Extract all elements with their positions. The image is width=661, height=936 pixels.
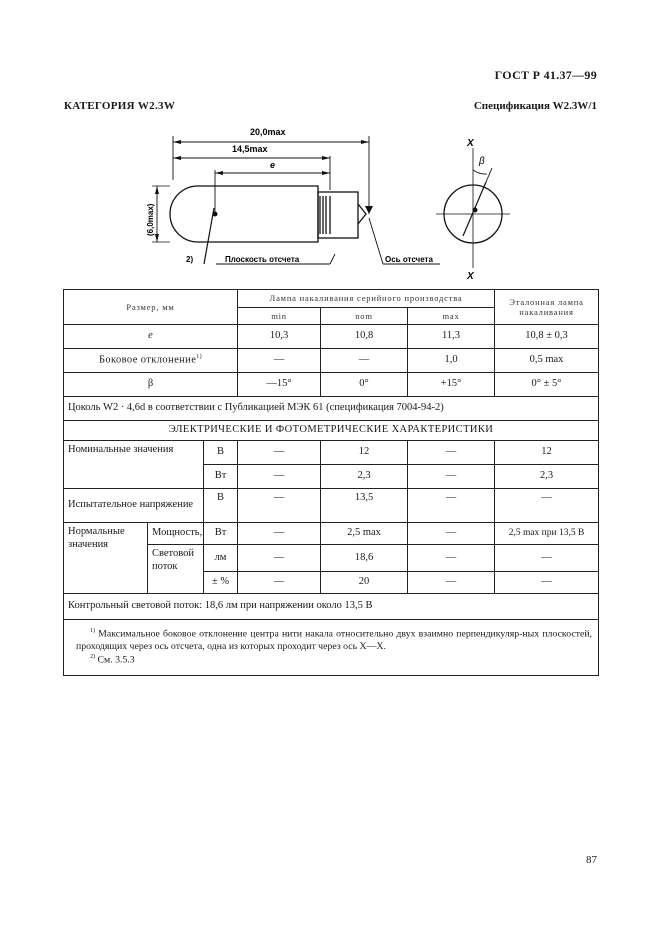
beta-label: β — [479, 156, 485, 167]
serial-header: Лампа накаливания серийного производства — [238, 290, 495, 308]
cell: — — [238, 441, 321, 465]
footnote-mark: 1) — [90, 628, 95, 634]
cell: +15° — [408, 373, 495, 397]
cell: 10,8 ± 0,3 — [495, 325, 599, 349]
base-note: Цоколь W2 · 4,6d в соответствии с Публикацией МЭК 61 (спецификация 7004-94-2) — [64, 397, 599, 421]
cell: — — [408, 489, 495, 523]
cell: 0° ± 5° — [495, 373, 599, 397]
cell: — — [238, 489, 321, 523]
cell: — — [238, 545, 321, 572]
cell: — — [408, 523, 495, 545]
unit-cell: Вт — [204, 465, 238, 489]
cell: 20 — [321, 572, 408, 594]
dim-diameter: (6,0max) — [146, 203, 155, 236]
nom-header: nom — [321, 308, 408, 325]
cell: 10,3 — [238, 325, 321, 349]
cell: — — [238, 523, 321, 545]
table-row — [64, 523, 599, 545]
cell: 12 — [321, 441, 408, 465]
x-bottom-label: X — [467, 271, 474, 282]
note-2: 2) — [186, 255, 194, 264]
cell: — — [495, 572, 599, 594]
cell: — — [495, 545, 599, 572]
max-header: max — [408, 308, 495, 325]
test-label: Испытательное напряжение — [64, 489, 204, 523]
lateral-label: Боковое отклонение — [98, 354, 197, 366]
cell: 10,8 — [321, 325, 408, 349]
dim-e: e — [270, 160, 276, 170]
footnote-2 — [76, 654, 592, 667]
footnote-ref: 1) — [196, 353, 203, 360]
cell: 0,5 max — [495, 349, 599, 373]
cell: 0° — [321, 373, 408, 397]
cell: — — [408, 545, 495, 572]
footnotes — [64, 620, 599, 676]
cell: — — [408, 572, 495, 594]
cell: — — [238, 349, 321, 373]
ref-header: Эталонная лампа накаливания — [495, 290, 599, 325]
table-row — [64, 373, 599, 397]
cell: — — [238, 465, 321, 489]
cell: — — [495, 489, 599, 523]
flux-label: Световой поток — [148, 545, 204, 594]
cell: — — [321, 349, 408, 373]
cell: 2,5 max при 13,5 В — [495, 523, 599, 545]
dim-total: 20,0max — [250, 127, 286, 137]
section-title: ЭЛЕКТРИЧЕСКИЕ И ФОТОМЕТРИЧЕСКИЕ ХАРАКТЕРИСТИКИ — [64, 421, 599, 441]
row-label: β — [64, 373, 238, 397]
unit-cell: ± % — [204, 572, 238, 594]
spec-table — [63, 289, 599, 676]
unit-cell: В — [204, 489, 238, 523]
cell: 13,5 — [321, 489, 408, 523]
plane-label: Плоскость отсчета — [225, 255, 300, 264]
footnote-text: См. 3.5.3 — [97, 654, 135, 665]
cell: 2,5 max — [321, 523, 408, 545]
footnote-1 — [76, 628, 592, 654]
unit-cell: лм — [204, 545, 238, 572]
cell: 12 — [495, 441, 599, 465]
standard-code: ГОСТ Р 41.37—99 — [494, 68, 597, 82]
spec-title: Спецификация W2.3W/1 — [473, 100, 597, 112]
cell: —15° — [238, 373, 321, 397]
footnote-text: Максимальное боковое отклонение центра нити накала относительно двух взаимно перпендикуляр-ных плоскостей, проходящих через ось отсчета, одна из которых проходит через ось X—X. — [76, 628, 593, 652]
table-row — [64, 325, 599, 349]
page-number: 87 — [586, 854, 597, 866]
cell: 1,0 — [408, 349, 495, 373]
dim-body: 14,5max — [232, 144, 268, 154]
cell: — — [238, 572, 321, 594]
control-flux: Контрольный световой поток: 18,6 лм при напряжении около 13,5 В — [64, 594, 599, 620]
cell: 2,3 — [495, 465, 599, 489]
cell: 2,3 — [321, 465, 408, 489]
x-top-label: X — [467, 138, 474, 149]
cell: 18,6 — [321, 545, 408, 572]
normal-label: Нормальные значения — [64, 523, 148, 594]
power-label: Мощность, — [148, 523, 204, 545]
nominal-label: Номинальные значения — [64, 441, 204, 489]
axis-label: Ось отсчета — [385, 255, 433, 264]
table-row — [64, 441, 599, 465]
cell: 11,3 — [408, 325, 495, 349]
category-title: КАТЕГОРИЯ W2.3W — [64, 100, 176, 112]
unit-cell: Вт — [204, 523, 238, 545]
table-row — [64, 349, 599, 373]
cell: — — [408, 465, 495, 489]
row-label — [64, 349, 238, 373]
row-label: e — [64, 325, 238, 349]
size-header: Размер, мм — [64, 290, 238, 325]
unit-cell: В — [204, 441, 238, 465]
table-row — [64, 489, 599, 523]
min-header: min — [238, 308, 321, 325]
footnote-mark: 2) — [90, 653, 95, 660]
cell: — — [408, 441, 495, 465]
lamp-drawing — [130, 118, 530, 283]
